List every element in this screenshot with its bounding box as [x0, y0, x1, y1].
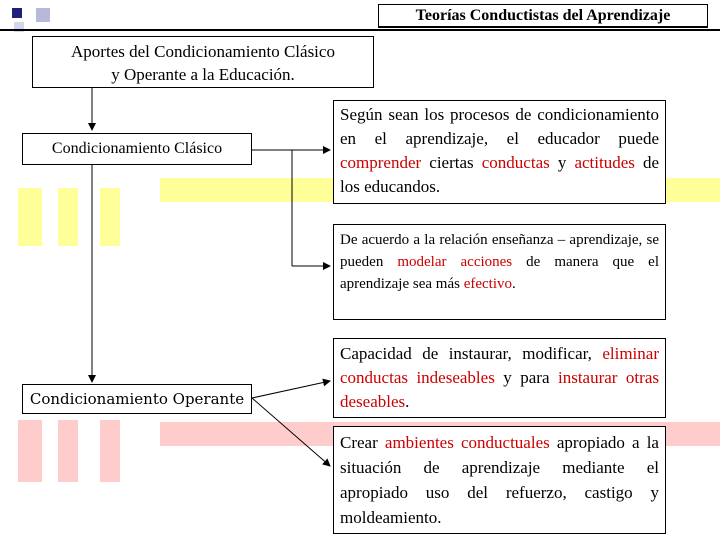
box4-highlight: ambientes conductuales: [384, 433, 550, 452]
box1-highlight: actitudes: [574, 153, 635, 172]
box3-highlight: eliminar conductas indeseables: [340, 344, 659, 387]
box3-highlight: instaurar otras deseables: [340, 368, 659, 411]
operant-capacity-box: [333, 338, 666, 418]
root-line-1: Aportes del Condicionamiento Clásico: [71, 42, 335, 61]
box1-text: de los educandos.: [340, 153, 660, 196]
box2-highlight: modelar acciones: [397, 254, 513, 270]
arrow-operant-to-box4: [252, 398, 330, 466]
box1-highlight: conductas: [481, 153, 550, 172]
box1-highlight: comprender: [340, 153, 422, 172]
operant-conditioning-node: [22, 384, 252, 414]
classical-label: Condicionamiento Clásico: [51, 140, 223, 157]
environment-box: [333, 426, 666, 534]
box1-text: ciertas: [421, 153, 482, 172]
arrow-operant-to-box3: [252, 381, 330, 398]
box2-text: de manera que el aprendizaje sea más: [340, 254, 660, 292]
operant-label: Condicionamiento Operante: [29, 390, 245, 408]
box3-text: Capacidad de instaurar, modificar,: [340, 344, 603, 363]
page-title: Teorías Conductistas del Aprendizaje: [415, 7, 671, 24]
box1-text: Según sean los procesos de condicionamiento en el aprendizaje, el educador puede: [340, 105, 659, 148]
box2-highlight: efectivo: [463, 276, 512, 292]
classical-description-box: [333, 100, 666, 204]
root-node: [32, 36, 374, 88]
teaching-relation-box: [333, 224, 666, 320]
box4-text: Crear: [340, 433, 385, 452]
box1-text: y: [549, 153, 575, 172]
box4-text: apropiado a la situación de aprendizaje mediante el apropiado uso del refuerzo, castigo y moldeamiento.: [340, 433, 659, 527]
box3-text: .: [405, 392, 410, 411]
box2-text: De acuerdo a la relación enseñanza – aprendizaje, se pueden: [340, 232, 659, 270]
box3-text: y para: [494, 368, 558, 387]
box2-text: .: [512, 276, 516, 292]
classical-conditioning-node: [22, 133, 252, 165]
root-line-2: y Operante a la Educación.: [111, 65, 295, 84]
